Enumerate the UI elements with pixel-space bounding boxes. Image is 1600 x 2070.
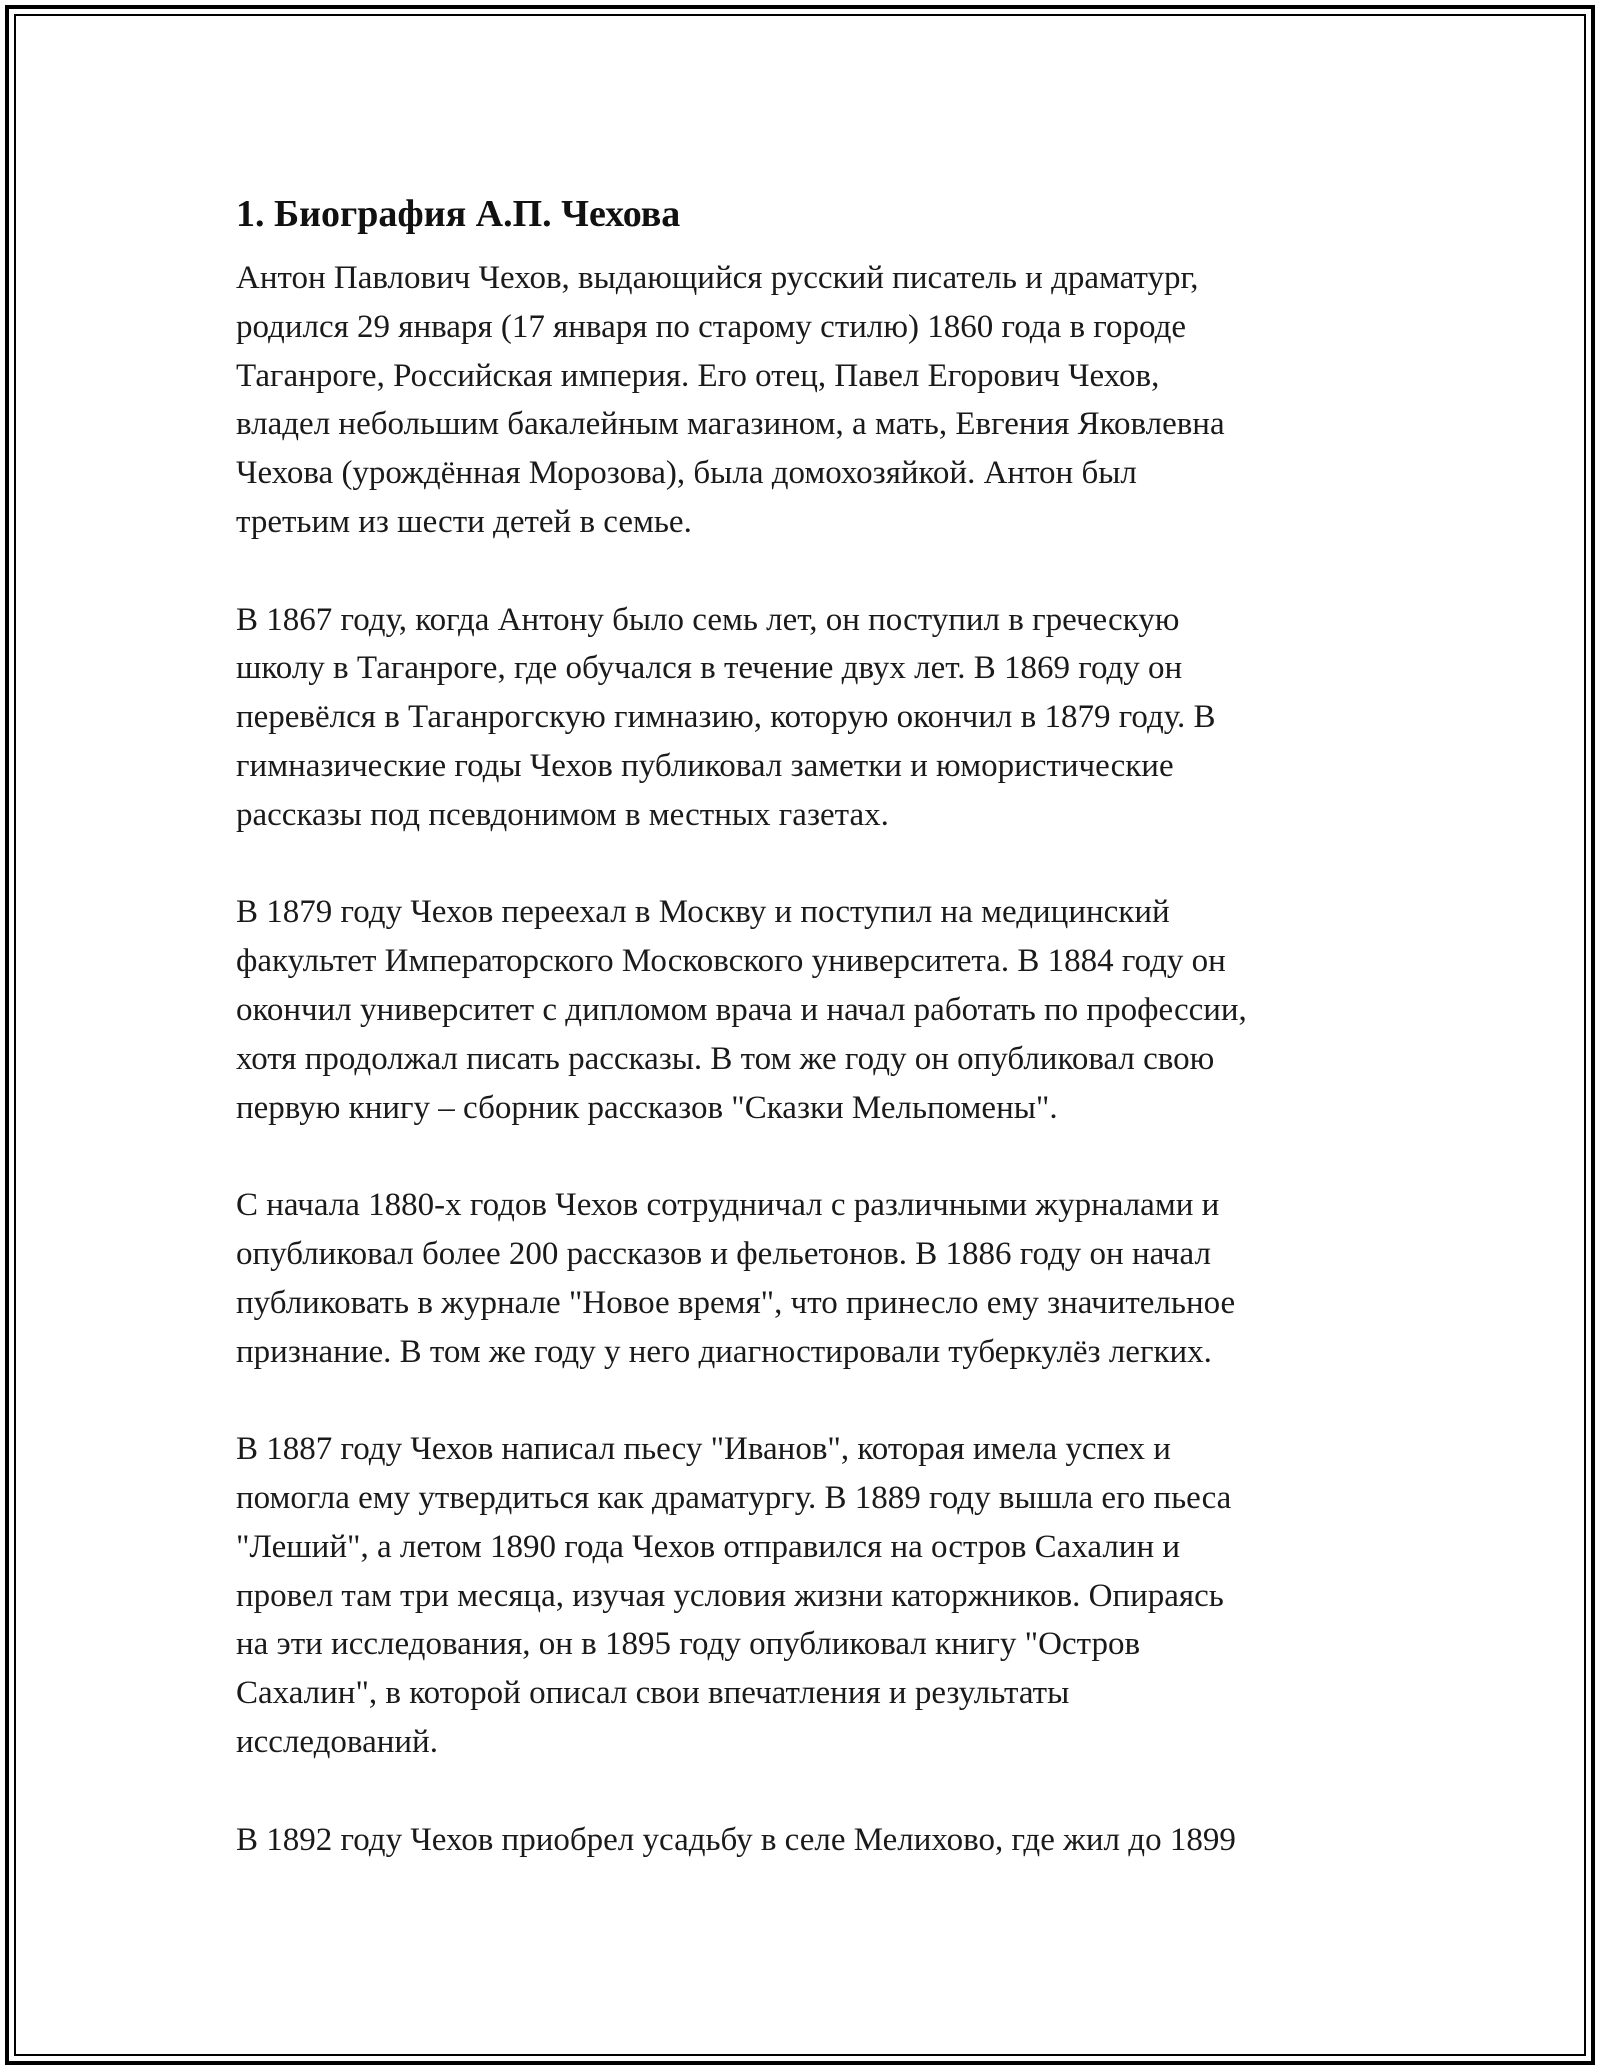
paragraph-line: третьим из шести детей в семье. bbox=[236, 503, 692, 540]
paragraph-list bbox=[236, 254, 1376, 1864]
paragraph-line: В 1887 году Чехов написал пьесу "Иванов", которая имела успех и bbox=[236, 1431, 1171, 1468]
paragraph-line: перевёлся в Таганрогскую гимназию, которую окончил в 1879 году. В bbox=[236, 699, 1216, 736]
paragraph-line: Чехова (урождённая Морозова), была домохозяйкой. Антон был bbox=[236, 455, 1137, 492]
paragraph-line: С начала 1880-х годов Чехов сотрудничал с различными журналами и bbox=[236, 1187, 1220, 1224]
paragraph-line: В 1867 году, когда Антону было семь лет, он поступил в греческую bbox=[236, 601, 1180, 638]
paragraph-line: В 1892 году Чехов приобрел усадьбу в селе Мелихово, где жил до 1899 bbox=[236, 1821, 1236, 1858]
paragraph-line: опубликовал более 200 рассказов и фельетонов. В 1886 году он начал bbox=[236, 1235, 1211, 1272]
paragraph-line: хотя продолжал писать рассказы. В том же году он опубликовал свою bbox=[236, 1040, 1215, 1077]
paragraph-line: школу в Таганроге, где обучался в течение двух лет. В 1869 году он bbox=[236, 650, 1183, 687]
paragraph-line: на эти исследования, он в 1895 году опубликовал книгу "Остров bbox=[236, 1626, 1141, 1663]
section-title: 1. Биография А.П. Чехова bbox=[236, 193, 681, 235]
paragraph-line: публиковать в журнале "Новое время", что принесло ему значительное bbox=[236, 1284, 1236, 1321]
paragraph-line: Антон Павлович Чехов, выдающийся русский писатель и драматург, bbox=[236, 260, 1199, 296]
paragraph-line: первую книгу – сборник рассказов "Сказки Мельпомены". bbox=[236, 1089, 1058, 1126]
body-paragraph bbox=[236, 1181, 1376, 1376]
paragraph-line: владел небольшим бакалейным магазином, а мать, Евгения Яковлевна bbox=[236, 406, 1225, 443]
paragraph-line: помогла ему утвердиться как драматургу. В 1889 году вышла его пьеса bbox=[236, 1479, 1232, 1516]
paragraph-line: факультет Императорского Московского университета. В 1884 году он bbox=[236, 943, 1226, 980]
body-paragraph bbox=[236, 1425, 1376, 1767]
paragraph-line: В 1879 году Чехов переехал в Москву и поступил на медицинский bbox=[236, 894, 1170, 931]
paragraph-line: провел там три месяца, изучая условия жизни каторжников. Опираясь bbox=[236, 1577, 1224, 1614]
paragraph-line: рассказы под псевдонимом в местных газетах. bbox=[236, 796, 889, 833]
body-paragraph bbox=[236, 1816, 1376, 1865]
paragraph-line: Сахалин", в которой описал свои впечатления и результаты bbox=[236, 1675, 1070, 1712]
paragraph-line: гимназические годы Чехов публиковал заметки и юмористические bbox=[236, 747, 1174, 784]
body-paragraph bbox=[236, 596, 1376, 840]
document-body bbox=[236, 186, 1376, 1864]
paragraph-line: окончил университет с дипломом врача и начал работать по профессии, bbox=[236, 991, 1247, 1028]
paragraph-line: Таганроге, Российская империя. Его отец, Павел Егорович Чехов, bbox=[236, 357, 1160, 394]
paragraph-line: исследований. bbox=[236, 1723, 438, 1760]
body-paragraph bbox=[236, 254, 1376, 547]
paragraph-line: родился 29 января (17 января по старому стилю) 1860 года в городе bbox=[236, 308, 1187, 345]
paragraph-line: признание. В том же году у него диагностировали туберкулёз легких. bbox=[236, 1333, 1212, 1370]
paragraph-line: "Леший", а летом 1890 года Чехов отправился на остров Сахалин и bbox=[236, 1528, 1181, 1565]
body-paragraph bbox=[236, 888, 1376, 1132]
